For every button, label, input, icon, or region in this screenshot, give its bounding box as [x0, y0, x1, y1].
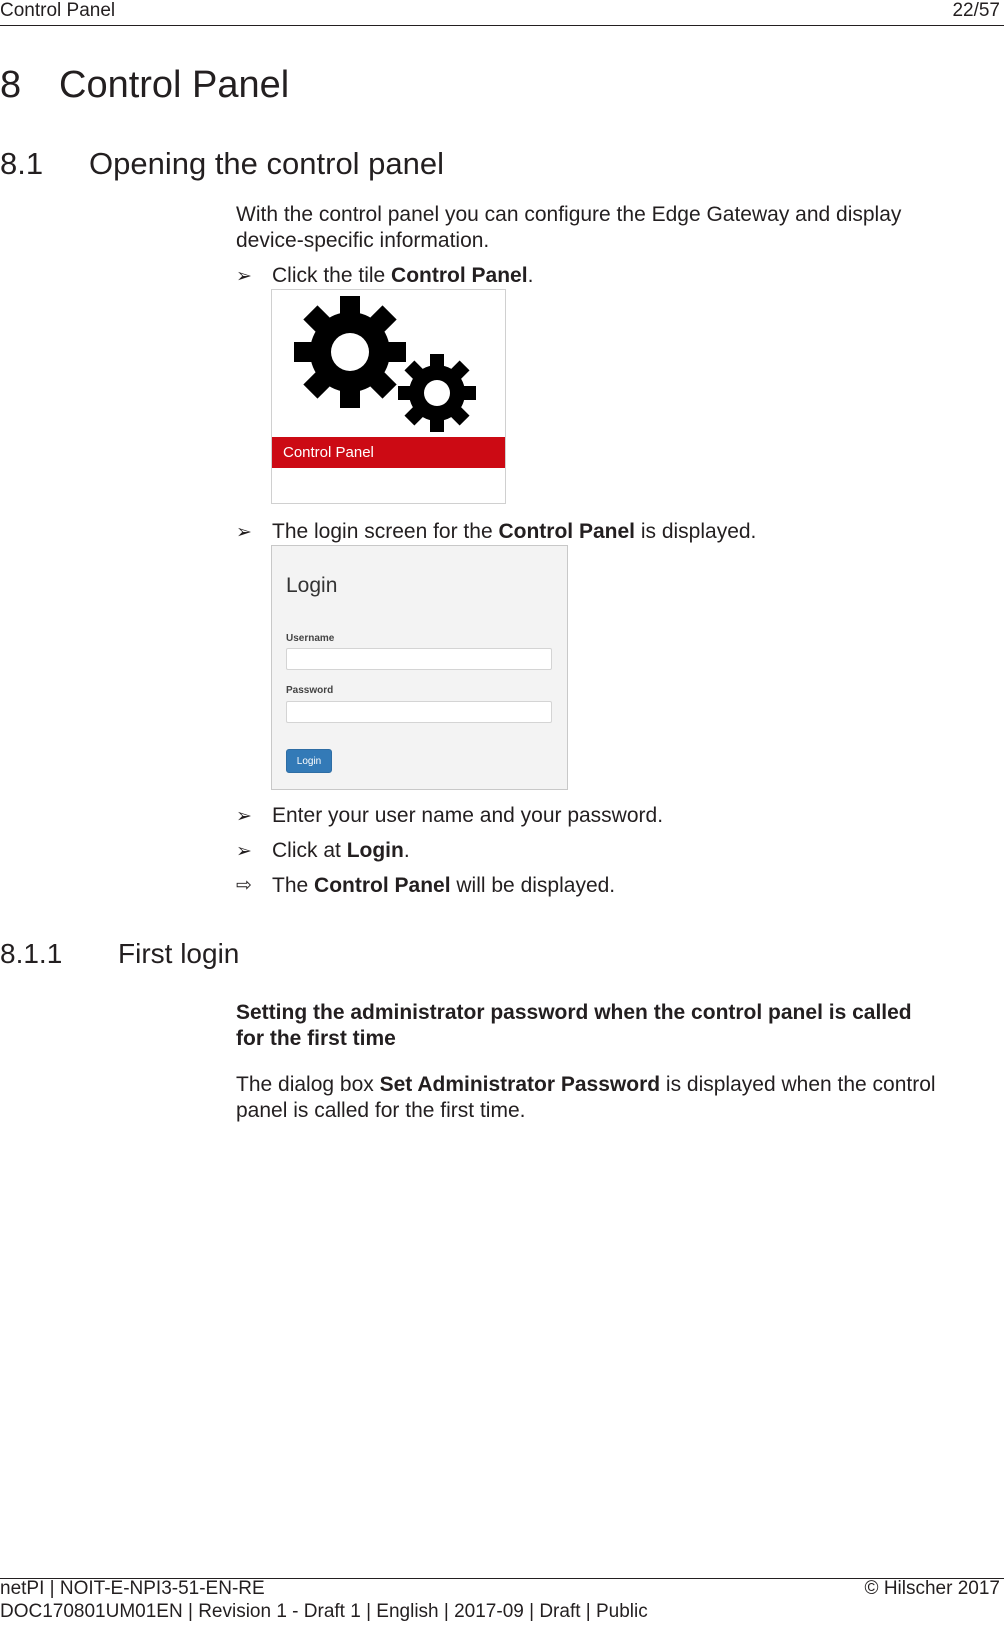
intro-line-2: device-specific information. — [236, 229, 490, 252]
section-title: Opening the control panel — [89, 146, 445, 181]
chapter-number: 8 — [0, 64, 22, 106]
login-title: Login — [286, 574, 338, 597]
step-text: The — [272, 874, 315, 897]
step-bold: Control Panel — [391, 264, 528, 287]
login-button[interactable]: Login — [286, 749, 332, 773]
step-bold: Control Panel — [314, 874, 451, 897]
step-suffix: will be displayed. — [450, 874, 616, 897]
username-field[interactable] — [286, 648, 552, 670]
step-click-login — [0, 839, 1004, 865]
section-heading — [0, 146, 600, 186]
step-text: Click at — [272, 839, 347, 862]
tile-label-bar — [272, 437, 505, 468]
footer-doc-id: netPI | NOIT-E-NPI3-51-EN-RE — [0, 1578, 265, 1599]
step-bold: Login — [346, 839, 404, 862]
footer-copyright: © Hilscher 2017 — [864, 1578, 1000, 1599]
dialog-name: Set Administrator Password — [379, 1073, 661, 1096]
action-bullet-icon: ➢ — [236, 841, 252, 862]
action-bullet-icon: ➢ — [236, 522, 252, 543]
subsection-title: First login — [118, 938, 240, 969]
page-number: 22/57 — [952, 0, 1000, 21]
header-divider — [0, 25, 1004, 26]
section-number: 8.1 — [0, 146, 44, 181]
step-text: Enter your user name and your password. — [272, 804, 664, 827]
paragraph-text-cont: is displayed when the control — [660, 1073, 936, 1096]
first-login-heading — [236, 1000, 1000, 1052]
step-text: Click the tile — [272, 264, 392, 287]
subsection-number: 8.1.1 — [0, 938, 63, 969]
username-label: Username — [286, 633, 335, 644]
password-label: Password — [286, 685, 334, 696]
first-login-paragraph — [236, 1072, 1004, 1124]
paragraph-line-2: panel is called for the first time. — [236, 1099, 526, 1122]
running-header-section: Control Panel — [0, 0, 116, 21]
action-bullet-icon: ➢ — [236, 266, 252, 287]
step-click-tile — [0, 264, 1004, 290]
step-suffix: . — [403, 839, 410, 862]
step-result — [0, 874, 1004, 900]
step-suffix: . — [527, 264, 534, 287]
intro-line-1: With the control panel you can configure the Edge Gateway and display — [236, 203, 902, 226]
step-text: The login screen for the — [272, 520, 499, 543]
control-panel-tile[interactable] — [271, 289, 506, 504]
tile-label: Control Panel — [283, 444, 374, 461]
password-field[interactable] — [286, 701, 552, 723]
gears-icon — [272, 290, 507, 436]
footer-revision: DOC170801UM01EN | Revision 1 - Draft 1 | English | 2017-09 | Draft | Public — [0, 1601, 648, 1622]
result-arrow-icon: ⇨ — [236, 875, 252, 896]
step-bold: Control Panel — [498, 520, 635, 543]
intro-paragraph — [236, 202, 996, 254]
chapter-heading — [0, 64, 290, 107]
paragraph-text: The dialog box — [236, 1073, 380, 1096]
action-bullet-icon: ➢ — [236, 806, 252, 827]
chapter-title: Control Panel — [59, 64, 290, 106]
login-screen — [271, 545, 568, 790]
step-suffix: is displayed. — [634, 520, 757, 543]
step-enter-credentials — [0, 804, 1004, 830]
first-login-heading-line-2: for the first time — [236, 1027, 396, 1050]
subsection-heading — [0, 938, 600, 974]
step-login-screen — [0, 520, 1004, 546]
first-login-heading-line-1: Setting the administrator password when the control panel is called — [236, 1001, 912, 1024]
